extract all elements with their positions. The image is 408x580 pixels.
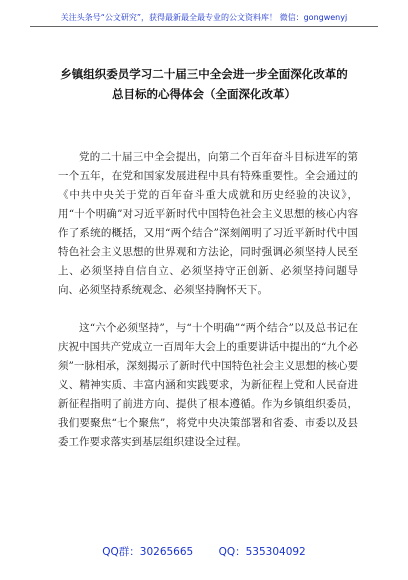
page-header: 关注头条号“公文研究”，获得最新最全最专业的公文资料库！ 微信：gongwenyj <box>30 12 378 27</box>
document-title <box>30 64 378 104</box>
qq-number: QQ：535304092 <box>218 546 306 558</box>
paragraph: 党的二十届三中全会提出，向第二个百年奋斗目标进军的第一个五年，在党和国家发展进程中具有特殊重要性。全会通过的《中共中央关于党的百年奋斗重大成就和历史经验的决议》，用“十个明确”对习近平新时代中国特色社会主义思想的核心内容作了系统的概括，又用“两个结合”深刻阐明了习近平新时代中国特色社会主义思想的世界观和方法论，同时强调必须坚持人民至上、必须坚持自信自立、必须坚持守正创新、必须坚持问题导向、必须坚持系统观念、必须坚持胸怀天下。 <box>58 151 358 296</box>
title-line-2: 总目标的心得体会（全面深化改革） <box>112 87 296 101</box>
document-body <box>58 148 358 452</box>
paragraph: 这“六个必须坚持”，与“十个明确”“两个结合”以及总书记在庆祝中国共产党成立一百周年大会上的重要讲话中提出的“九个必须”一脉相承，深刻揭示了新时代中国特色社会主义思想的核心要义、精神实质、丰富内涵和实践要求，为新征程上党和人民奋进新征程指明了前进方向、提供了根本遵循。作为乡镇组织委员，我们要聚焦“七个聚焦”，将党中央决策部署和省委、市委以及县委工作要求落实到基层组织建设全过程。 <box>58 322 358 448</box>
qq-group-number: QQ群：30265665 <box>102 546 194 558</box>
page-footer <box>0 544 408 559</box>
title-line-1: 乡镇组织委员学习二十届三中全会进一步全面深化改革的 <box>60 67 348 81</box>
